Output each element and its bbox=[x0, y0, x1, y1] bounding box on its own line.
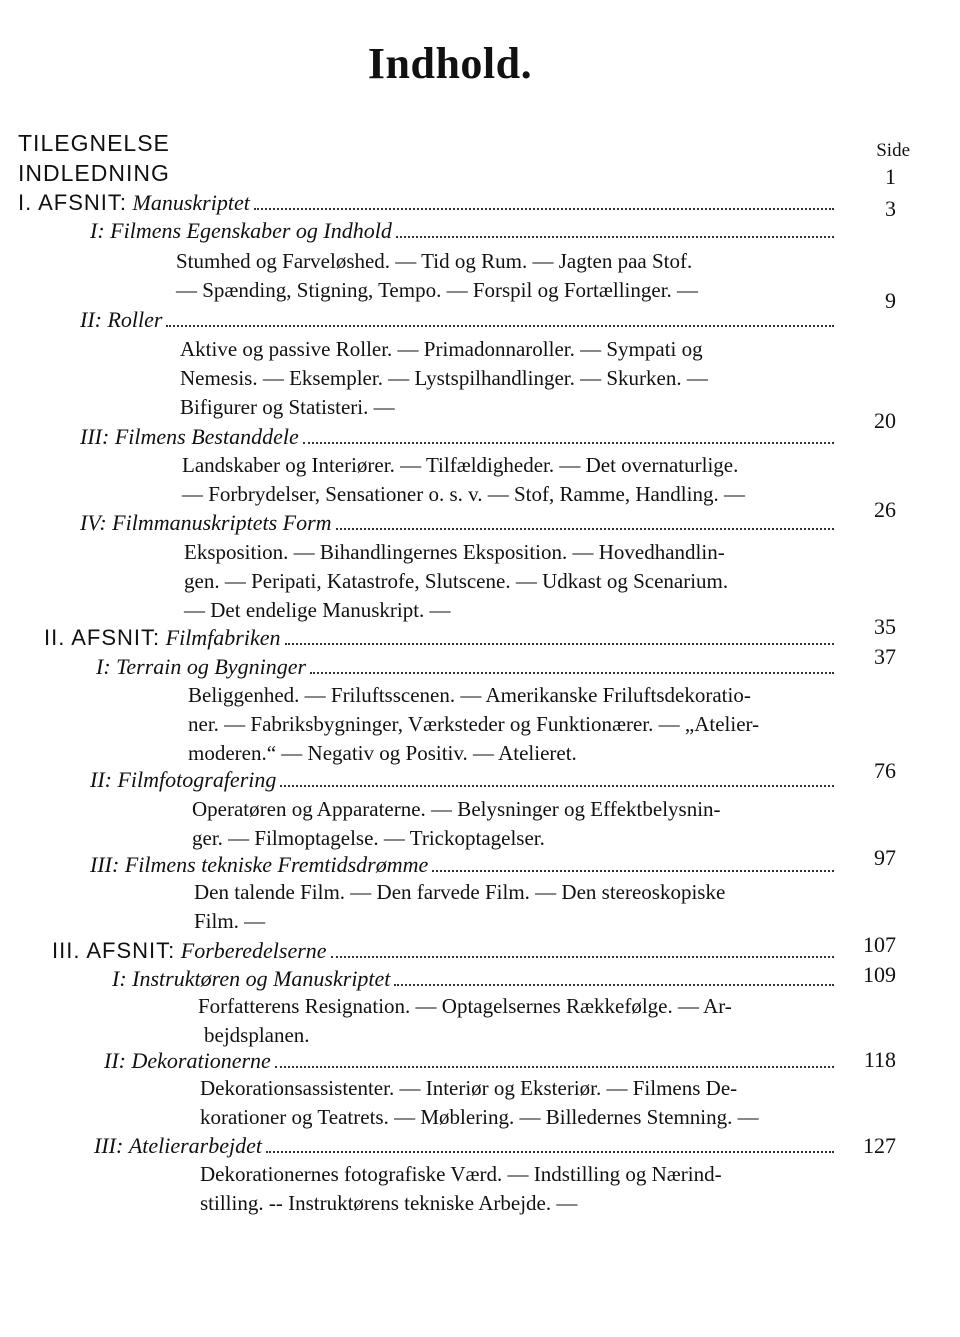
toc-description: Beliggenhed. — Friluftsscenen. — Amerikanske Friluftsdekoratio- ner. — Fabriksbygninger, Værksteder og Funktionærer. — „Atelier- moderen.“ — Negativ og Positiv. — Atelieret. bbox=[188, 683, 760, 765]
toc-page-number: 107 bbox=[863, 932, 896, 957]
toc-front-tilegnelse: TILEGNELSE bbox=[18, 130, 170, 156]
page-title: Indhold. bbox=[367, 39, 533, 88]
toc-label: Filmens Egenskaber og Indhold bbox=[110, 218, 392, 243]
toc-description: Dekorationernes fotografiske Værd. — Indstilling og Nærind- stilling. -- Instruktørens tekniske Arbejde. — bbox=[200, 1162, 722, 1215]
toc-chapter bbox=[90, 852, 838, 878]
dot-leader bbox=[432, 870, 834, 872]
toc-prefix: II: bbox=[80, 307, 102, 332]
toc-prefix: II: bbox=[90, 767, 112, 792]
toc-description: Stumhed og Farveløshed. — Tid og Rum. — Jagten paa Stof. — Spænding, Stigning, Tempo. — Forspil og Fortællinger. — bbox=[176, 249, 699, 302]
toc-page-number: 97 bbox=[874, 845, 896, 870]
toc-prefix: IV: bbox=[80, 510, 107, 535]
toc-page-number: 20 bbox=[874, 408, 896, 433]
toc-prefix: III: bbox=[94, 1133, 124, 1158]
toc-front-indledning: INDLEDNING bbox=[18, 160, 170, 186]
toc-prefix: III. AFSNIT: bbox=[52, 938, 176, 963]
toc-label: Dekorationerne bbox=[131, 1048, 271, 1073]
toc-page-number: 3 bbox=[885, 196, 896, 221]
toc-page-number: 127 bbox=[863, 1133, 896, 1158]
dot-leader bbox=[336, 528, 834, 530]
toc-prefix: I: bbox=[96, 654, 111, 679]
toc-description: Landskaber og Interiører. — Tilfældigheder. — Det overnaturlige. — Forbrydelser, Sensationer o. s. v. — Stof, Ramme, Handling. — bbox=[182, 453, 745, 506]
toc-prefix: II. AFSNIT: bbox=[44, 625, 161, 650]
toc-label: Filmfabriken bbox=[165, 625, 281, 650]
toc-label: Forberedelserne bbox=[180, 938, 327, 963]
dot-leader bbox=[394, 984, 834, 986]
dot-leader bbox=[280, 785, 834, 787]
dot-leader bbox=[396, 236, 834, 238]
dot-leader bbox=[303, 442, 834, 444]
toc-description: Dekorationsassistenter. — Interiør og Eksteriør. — Filmens De- korationer og Teatrets. — Møblering. — Billedernes Stemning. — bbox=[200, 1076, 759, 1129]
toc-part-3 bbox=[52, 938, 838, 964]
toc-label: Atelierarbejdet bbox=[128, 1133, 262, 1158]
dot-leader bbox=[254, 208, 834, 210]
toc-label: Terrain og Bygninger bbox=[116, 654, 307, 679]
toc-page-number: 118 bbox=[863, 1047, 896, 1072]
toc-chapter bbox=[80, 307, 838, 333]
toc-page-number: 37 bbox=[874, 644, 896, 669]
dot-leader bbox=[285, 643, 834, 645]
toc-page-number: 35 bbox=[874, 614, 896, 639]
toc-label: Instruktøren og Manuskriptet bbox=[132, 966, 391, 991]
toc-prefix: I: bbox=[112, 966, 127, 991]
toc-page-number: 1 bbox=[885, 164, 896, 189]
dot-leader bbox=[266, 1151, 834, 1153]
toc-chapter bbox=[96, 654, 838, 680]
toc-description: Operatøren og Apparaterne. — Belysninger og Effektbelysnin- ger. — Filmoptagelse. — Trickoptagelser. bbox=[192, 797, 721, 850]
toc-label: Roller bbox=[107, 307, 163, 332]
toc-part-2 bbox=[44, 625, 838, 651]
toc-chapter bbox=[104, 1048, 838, 1074]
dot-leader bbox=[331, 956, 834, 958]
toc-page-number: 76 bbox=[874, 758, 896, 783]
toc-chapter bbox=[94, 1133, 838, 1159]
dot-leader bbox=[275, 1066, 834, 1068]
toc-chapter bbox=[80, 510, 838, 536]
toc-prefix: I: bbox=[90, 218, 105, 243]
toc-description: Forfatterens Resignation. — Optagelsernes Rækkefølge. — Ar- bejdsplanen. bbox=[198, 994, 732, 1047]
toc-page-number: 109 bbox=[863, 962, 896, 987]
toc-chapter bbox=[80, 424, 838, 450]
toc-label: Filmmanuskriptets Form bbox=[112, 510, 332, 535]
toc-label: Filmens Bestanddele bbox=[114, 424, 299, 449]
toc-part-1 bbox=[18, 190, 838, 216]
toc-label: Filmfotografering bbox=[117, 767, 277, 792]
side-column-label: Side bbox=[876, 140, 910, 161]
toc-chapter bbox=[90, 767, 838, 793]
dot-leader bbox=[310, 672, 834, 674]
toc-prefix: III: bbox=[90, 852, 120, 877]
dot-leader bbox=[166, 325, 834, 327]
toc-label: Manuskriptet bbox=[132, 190, 250, 215]
toc-page-number: 9 bbox=[885, 288, 896, 313]
toc-page-number: 26 bbox=[874, 497, 896, 522]
toc-description: Eksposition. — Bihandlingernes Eksposition. — Hovedhandlin- gen. — Peripati, Katastrofe, Slutscene. — Udkast og Scenarium. — Det endelige Manuskript. — bbox=[184, 540, 729, 622]
toc-label: Filmens tekniske Fremtidsdrømme bbox=[124, 852, 429, 877]
toc-chapter bbox=[90, 218, 838, 244]
toc-prefix: II: bbox=[104, 1048, 126, 1073]
toc-prefix: I. AFSNIT: bbox=[18, 190, 128, 215]
toc-chapter bbox=[112, 966, 838, 992]
toc-description: Aktive og passive Roller. — Primadonnaroller. — Sympati og Nemesis. — Eksempler. — Lystspilhandlinger. — Skurken. — Bifigurer og Statisteri. — bbox=[180, 337, 708, 419]
toc-prefix: III: bbox=[80, 424, 110, 449]
toc-description: Den talende Film. — Den farvede Film. — Den stereoskopiske Film. — bbox=[194, 880, 726, 933]
